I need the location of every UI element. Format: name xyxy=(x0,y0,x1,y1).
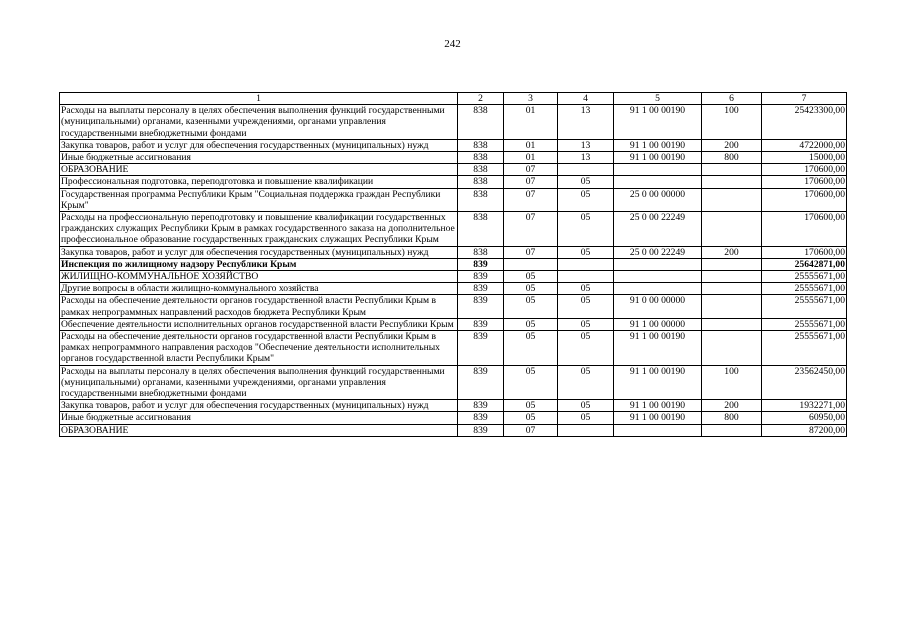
row-code-target xyxy=(614,283,702,295)
table-row xyxy=(60,412,847,424)
column-header: 5 xyxy=(614,93,702,105)
row-code-target: 91 1 00 00190 xyxy=(614,152,702,164)
table-row xyxy=(60,424,847,436)
row-code-section: 05 xyxy=(504,400,558,412)
row-code-section: 07 xyxy=(504,424,558,436)
row-code-admin: 839 xyxy=(458,424,504,436)
row-code-target: 25 0 00 00000 xyxy=(614,188,702,211)
row-code-target: 91 1 00 00000 xyxy=(614,318,702,330)
row-code-admin: 839 xyxy=(458,271,504,283)
row-description: Инспекция по жилищному надзору Республики Крым xyxy=(60,258,458,270)
budget-table xyxy=(59,92,847,437)
row-code-section: 05 xyxy=(504,412,558,424)
row-code-admin: 838 xyxy=(458,246,504,258)
row-code-subsection xyxy=(558,424,614,436)
row-code-subsection: 05 xyxy=(558,283,614,295)
row-amount: 25555671,00 xyxy=(762,295,847,318)
row-code-section: 05 xyxy=(504,331,558,366)
column-header: 6 xyxy=(702,93,762,105)
row-code-section: 07 xyxy=(504,164,558,176)
row-amount: 25423300,00 xyxy=(762,105,847,140)
row-code-expense-type xyxy=(702,164,762,176)
table-header-row xyxy=(60,93,847,105)
table-row xyxy=(60,283,847,295)
row-description: Расходы на обеспечение деятельности органов государственной власти Республики Крым в рамках непрограммных направлений расходов бюджета Республики Крым xyxy=(60,295,458,318)
row-code-admin: 838 xyxy=(458,152,504,164)
row-code-subsection: 05 xyxy=(558,365,614,400)
row-code-expense-type xyxy=(702,318,762,330)
row-description: Расходы на профессиональную переподготовку и повышение квалификации государственных гражданских служащих Республики Крым в рамках государственного заказа на дополнительное профессиональное образование государственных гражданских служащих Республики Крым xyxy=(60,212,458,247)
table-row xyxy=(60,246,847,258)
table-row xyxy=(60,365,847,400)
row-amount: 4722000,00 xyxy=(762,139,847,151)
row-description: Профессиональная подготовка, переподготовка и повышение квалификации xyxy=(60,176,458,188)
row-code-admin: 839 xyxy=(458,400,504,412)
row-code-section: 05 xyxy=(504,365,558,400)
row-code-section: 01 xyxy=(504,152,558,164)
row-code-subsection: 05 xyxy=(558,331,614,366)
table-row xyxy=(60,271,847,283)
row-amount: 25555671,00 xyxy=(762,271,847,283)
row-code-section: 01 xyxy=(504,139,558,151)
row-code-target: 91 1 00 00190 xyxy=(614,331,702,366)
row-code-admin: 839 xyxy=(458,412,504,424)
row-code-target: 25 0 00 22249 xyxy=(614,246,702,258)
row-description: Расходы на обеспечение деятельности органов государственной власти Республики Крым в рамках непрограммного направления расходов "Обеспечение деятельности исполнительных органов государственной власти Республики Крым" xyxy=(60,331,458,366)
row-description: Иные бюджетные ассигнования xyxy=(60,152,458,164)
row-amount: 25555671,00 xyxy=(762,318,847,330)
row-code-subsection xyxy=(558,164,614,176)
table-row xyxy=(60,318,847,330)
row-code-section: 05 xyxy=(504,271,558,283)
table-row xyxy=(60,176,847,188)
row-code-section: 05 xyxy=(504,295,558,318)
row-code-target xyxy=(614,176,702,188)
row-description: Другие вопросы в области жилищно-коммунального хозяйства xyxy=(60,283,458,295)
table-row xyxy=(60,188,847,211)
row-description: Расходы на выплаты персоналу в целях обеспечения выполнения функций государственными (муниципальными) органами, казенными учреждениями, органами управления государственными внебюджетными фондами xyxy=(60,105,458,140)
row-amount: 25555671,00 xyxy=(762,283,847,295)
row-code-expense-type xyxy=(702,424,762,436)
row-amount: 23562450,00 xyxy=(762,365,847,400)
row-amount: 1932271,00 xyxy=(762,400,847,412)
column-header: 2 xyxy=(458,93,504,105)
row-description: Иные бюджетные ассигнования xyxy=(60,412,458,424)
table-row xyxy=(60,105,847,140)
row-code-expense-type xyxy=(702,295,762,318)
row-code-expense-type xyxy=(702,212,762,247)
row-code-subsection: 05 xyxy=(558,318,614,330)
row-code-expense-type xyxy=(702,331,762,366)
row-code-section: 05 xyxy=(504,318,558,330)
row-code-target: 25 0 00 22249 xyxy=(614,212,702,247)
row-description: ЖИЛИЩНО-КОММУНАЛЬНОЕ ХОЗЯЙСТВО xyxy=(60,271,458,283)
row-code-target: 91 1 00 00190 xyxy=(614,139,702,151)
row-code-target: 91 1 00 00190 xyxy=(614,412,702,424)
row-amount: 170600,00 xyxy=(762,176,847,188)
row-code-expense-type xyxy=(702,283,762,295)
table-row xyxy=(60,258,847,270)
row-code-admin: 838 xyxy=(458,176,504,188)
row-amount: 25555671,00 xyxy=(762,331,847,366)
row-code-target xyxy=(614,271,702,283)
column-header: 3 xyxy=(504,93,558,105)
row-amount: 87200,00 xyxy=(762,424,847,436)
row-code-subsection: 13 xyxy=(558,105,614,140)
row-code-expense-type: 800 xyxy=(702,152,762,164)
row-code-admin: 839 xyxy=(458,365,504,400)
row-code-section: 05 xyxy=(504,283,558,295)
row-code-expense-type xyxy=(702,188,762,211)
table-row xyxy=(60,152,847,164)
row-code-admin: 838 xyxy=(458,105,504,140)
row-code-target: 91 0 00 00000 xyxy=(614,295,702,318)
row-amount: 170600,00 xyxy=(762,212,847,247)
row-code-target xyxy=(614,258,702,270)
row-code-expense-type: 200 xyxy=(702,400,762,412)
row-code-target xyxy=(614,164,702,176)
row-code-admin: 838 xyxy=(458,188,504,211)
row-code-admin: 839 xyxy=(458,318,504,330)
row-code-expense-type: 100 xyxy=(702,365,762,400)
row-description: Государственная программа Республики Крым "Социальная поддержка граждан Республики Крым" xyxy=(60,188,458,211)
row-description: ОБРАЗОВАНИЕ xyxy=(60,424,458,436)
row-code-admin: 838 xyxy=(458,139,504,151)
column-header: 4 xyxy=(558,93,614,105)
table-row xyxy=(60,164,847,176)
row-code-admin: 838 xyxy=(458,212,504,247)
row-amount: 170600,00 xyxy=(762,246,847,258)
row-code-subsection: 05 xyxy=(558,176,614,188)
row-amount: 170600,00 xyxy=(762,164,847,176)
row-code-subsection xyxy=(558,271,614,283)
row-code-expense-type: 800 xyxy=(702,412,762,424)
row-code-admin: 838 xyxy=(458,164,504,176)
row-code-target: 91 1 00 00190 xyxy=(614,400,702,412)
row-amount: 60950,00 xyxy=(762,412,847,424)
row-code-subsection: 05 xyxy=(558,188,614,211)
row-amount: 25642871,00 xyxy=(762,258,847,270)
row-description: Закупка товаров, работ и услуг для обеспечения государственных (муниципальных) нужд xyxy=(60,139,458,151)
row-code-admin: 839 xyxy=(458,331,504,366)
row-code-expense-type xyxy=(702,176,762,188)
row-code-expense-type: 200 xyxy=(702,139,762,151)
row-code-target xyxy=(614,424,702,436)
table-row xyxy=(60,212,847,247)
row-code-section: 01 xyxy=(504,105,558,140)
row-code-subsection xyxy=(558,258,614,270)
row-code-admin: 839 xyxy=(458,283,504,295)
row-code-section: 07 xyxy=(504,212,558,247)
row-code-subsection: 13 xyxy=(558,152,614,164)
table-row xyxy=(60,295,847,318)
page-number: 242 xyxy=(444,38,461,50)
row-code-expense-type xyxy=(702,258,762,270)
row-amount: 170600,00 xyxy=(762,188,847,211)
row-code-expense-type: 100 xyxy=(702,105,762,140)
column-header: 1 xyxy=(60,93,458,105)
row-description: Расходы на выплаты персоналу в целях обеспечения выполнения функций государственными (муниципальными) органами, казенными учреждениями, органами управления государственными внебюджетными фондами xyxy=(60,365,458,400)
row-description: Закупка товаров, работ и услуг для обеспечения государственных (муниципальных) нужд xyxy=(60,400,458,412)
row-code-subsection: 05 xyxy=(558,246,614,258)
row-code-section: 07 xyxy=(504,188,558,211)
row-code-subsection: 05 xyxy=(558,295,614,318)
table-row xyxy=(60,139,847,151)
row-code-section xyxy=(504,258,558,270)
row-code-target: 91 1 00 00190 xyxy=(614,105,702,140)
table-row xyxy=(60,400,847,412)
row-code-subsection: 05 xyxy=(558,412,614,424)
row-code-section: 07 xyxy=(504,176,558,188)
row-description: Обеспечение деятельности исполнительных органов государственной власти Республики Крым xyxy=(60,318,458,330)
row-description: ОБРАЗОВАНИЕ xyxy=(60,164,458,176)
row-code-expense-type xyxy=(702,271,762,283)
row-code-subsection: 13 xyxy=(558,139,614,151)
row-code-expense-type: 200 xyxy=(702,246,762,258)
row-code-target: 91 1 00 00190 xyxy=(614,365,702,400)
row-code-admin: 839 xyxy=(458,295,504,318)
row-code-admin: 839 xyxy=(458,258,504,270)
table-row xyxy=(60,331,847,366)
row-code-section: 07 xyxy=(504,246,558,258)
row-description: Закупка товаров, работ и услуг для обеспечения государственных (муниципальных) нужд xyxy=(60,246,458,258)
row-code-subsection: 05 xyxy=(558,400,614,412)
column-header: 7 xyxy=(762,93,847,105)
row-amount: 15000,00 xyxy=(762,152,847,164)
row-code-subsection: 05 xyxy=(558,212,614,247)
